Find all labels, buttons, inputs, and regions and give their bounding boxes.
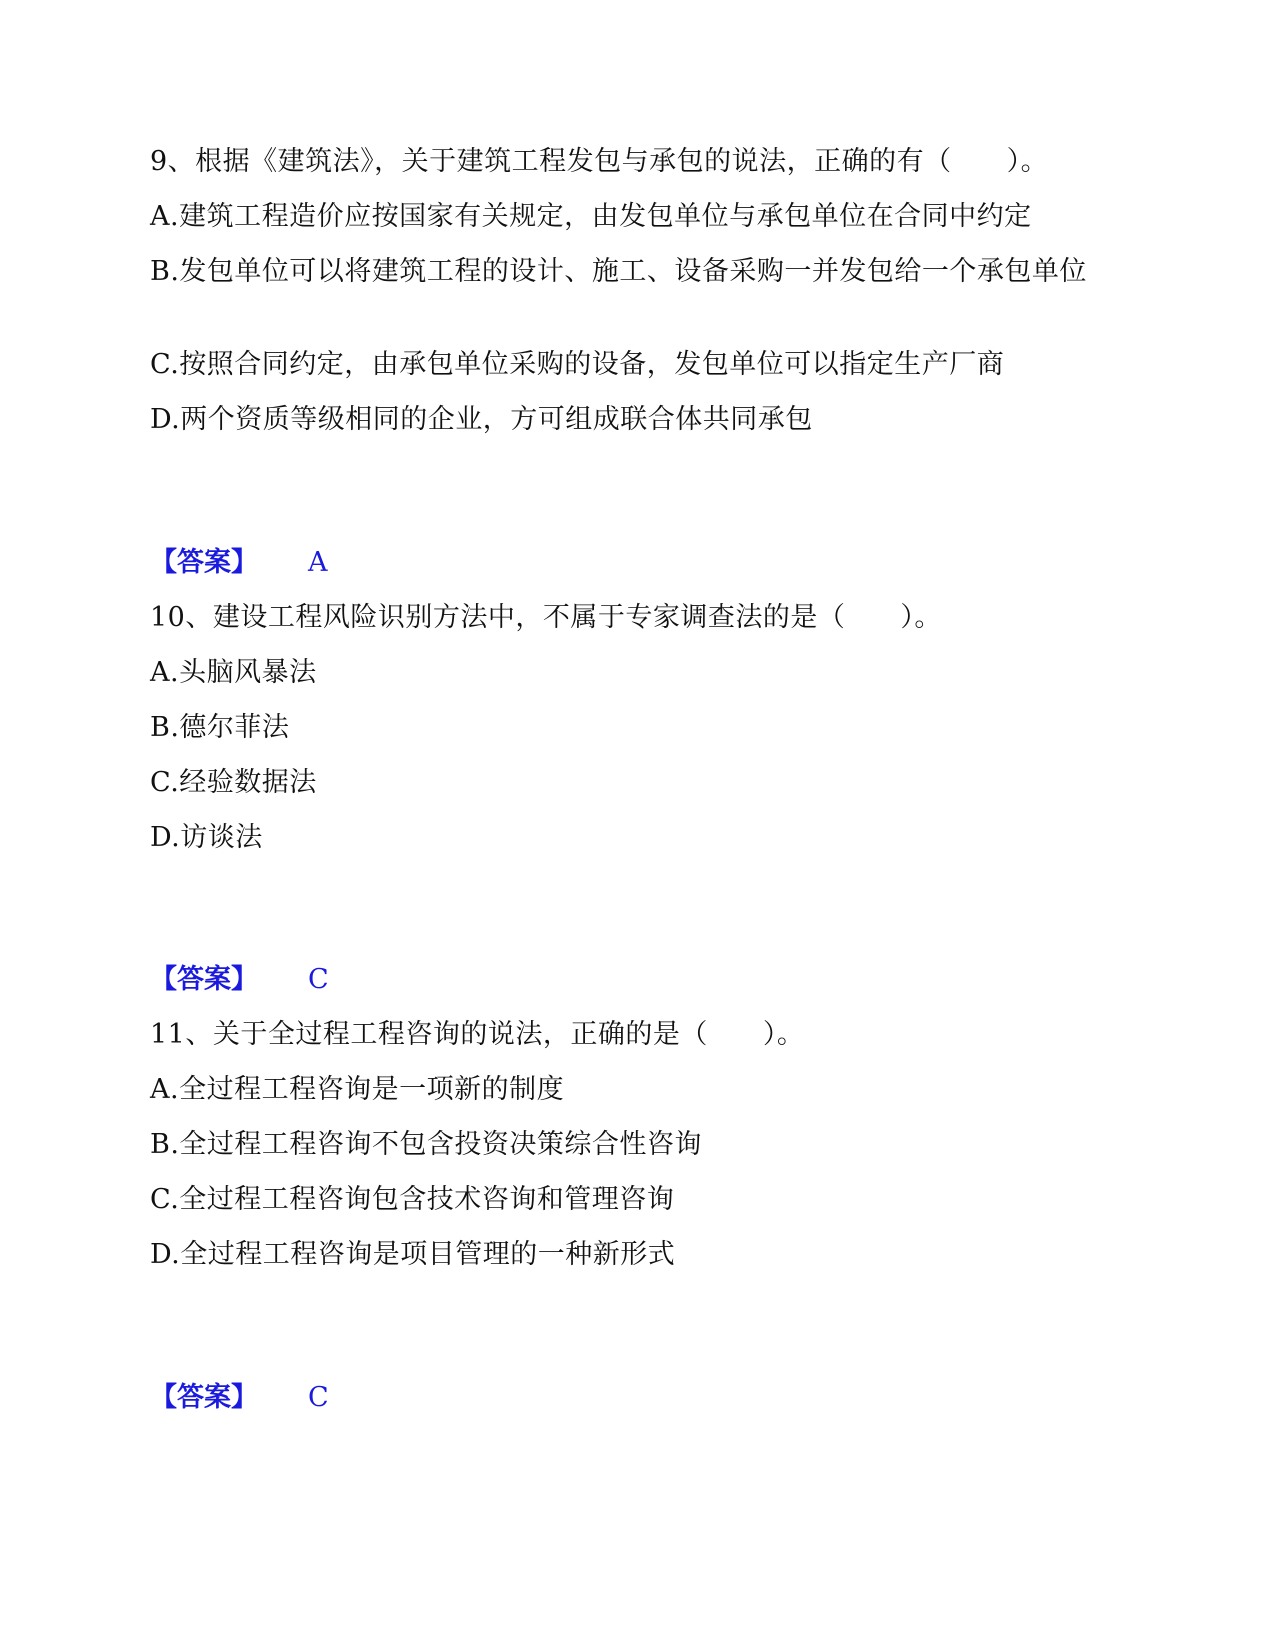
question-11-option-b: B.全过程工程咨询不包含投资决策综合性咨询 [150,1129,702,1160]
question-9-stem: 9、根据《建筑法》，关于建筑工程发包与承包的说法，正确的有（ ）。 [150,146,1049,177]
answer-label: 【答案】 [150,964,258,995]
question-9-option-a: A.建筑工程造价应按国家有关规定，由发包单位与承包单位在合同中约定 [150,201,1032,232]
question-11-option-c: C.全过程工程咨询包含技术咨询和管理咨询 [150,1184,675,1215]
question-11-option-d: D.全过程工程咨询是项目管理的一种新形式 [150,1239,676,1270]
question-9-option-d: D.两个资质等级相同的企业，方可组成联合体共同承包 [150,404,813,435]
question-11-stem: 11、关于全过程工程咨询的说法，正确的是（ ）。 [150,1019,805,1050]
answer-label: 【答案】 [150,547,258,578]
question-10-option-b: B.德尔菲法 [150,712,290,743]
question-9-answer [150,543,328,583]
question-10-option-a: A.头脑风暴法 [150,657,317,688]
question-10-option-d: D.访谈法 [150,822,263,853]
answer-label: 【答案】 [150,1382,258,1413]
question-9-option-b: B.发包单位可以将建筑工程的设计、施工、设备采购一并发包给一个承包单位 [150,256,1087,287]
question-10-stem: 10、建设工程风险识别方法中，不属于专家调查法的是（ ）。 [150,602,942,633]
answer-value: C [308,1382,329,1413]
answer-value: C [308,964,329,995]
question-9-option-c: C.按照合同约定，由承包单位采购的设备，发包单位可以指定生产厂商 [150,349,1005,380]
question-11-option-a: A.全过程工程咨询是一项新的制度 [150,1074,565,1105]
question-10-option-c: C.经验数据法 [150,767,317,798]
question-11-answer [150,1378,329,1418]
question-10-answer [150,960,329,1000]
answer-value: A [308,547,328,578]
